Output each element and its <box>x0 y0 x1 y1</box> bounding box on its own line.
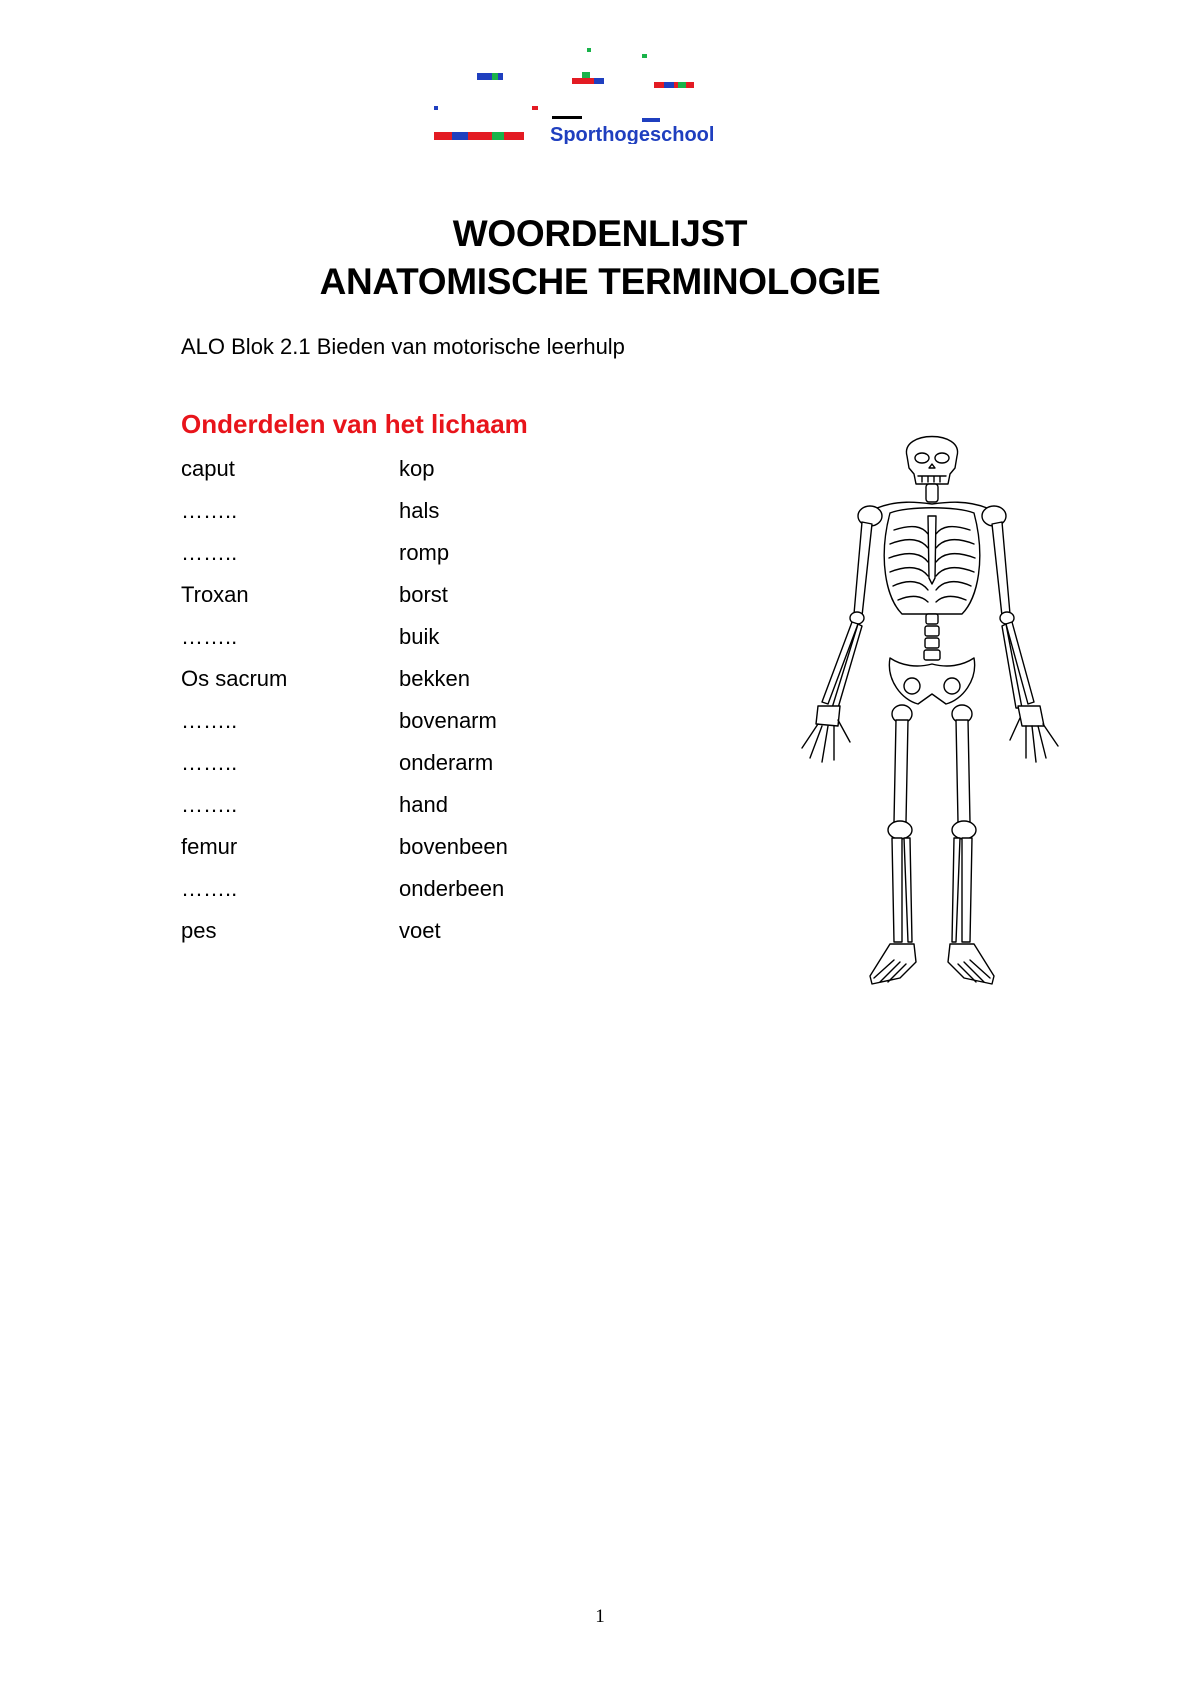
document-title-line-2: ANATOMISCHE TERMINOLOGIE <box>319 261 881 302</box>
term-row <box>181 876 508 918</box>
term-row <box>181 456 508 498</box>
dutch-term: onderbeen <box>399 876 505 901</box>
latin-term: …….. <box>181 624 238 649</box>
latin-term: Os sacrum <box>181 666 288 691</box>
terminology-table <box>181 456 508 960</box>
skeleton-illustration <box>782 418 1082 998</box>
latin-term: pes <box>181 918 217 943</box>
course-subtitle: ALO Blok 2.1 Bieden van motorische leerhulp <box>181 334 625 359</box>
latin-term: …….. <box>181 750 238 775</box>
latin-term: caput <box>181 456 235 481</box>
dutch-term: voet <box>399 918 441 943</box>
dutch-term: bovenarm <box>399 708 497 733</box>
page-number: 1 <box>595 1606 605 1627</box>
latin-term: …….. <box>181 792 238 817</box>
dutch-term: hand <box>399 792 448 817</box>
dutch-term: onderarm <box>399 750 494 775</box>
dutch-term: hals <box>399 498 440 523</box>
dutch-term: romp <box>399 540 450 565</box>
term-row <box>181 792 508 834</box>
term-row <box>181 918 508 960</box>
document-title-line-1: WOORDENLIJST <box>452 213 748 254</box>
latin-term: …….. <box>181 540 238 565</box>
term-row <box>181 708 508 750</box>
dutch-term: bovenbeen <box>399 834 508 859</box>
dutch-term: buik <box>399 624 440 649</box>
term-row <box>181 666 508 708</box>
latin-term: …….. <box>181 498 238 523</box>
latin-term: femur <box>181 834 238 859</box>
latin-term: Troxan <box>181 582 249 607</box>
term-row <box>181 540 508 582</box>
term-row <box>181 582 508 624</box>
logo-text: Sporthogeschool <box>550 124 715 144</box>
dutch-term: kop <box>399 456 435 481</box>
term-row <box>181 624 508 666</box>
dutch-term: borst <box>399 582 448 607</box>
dutch-term: bekken <box>399 666 470 691</box>
term-row <box>181 498 508 540</box>
term-row <box>181 834 508 876</box>
latin-term: …….. <box>181 708 238 733</box>
school-logo <box>432 48 752 144</box>
section-heading: Onderdelen van het lichaam <box>181 409 528 439</box>
term-row <box>181 750 508 792</box>
latin-term: …….. <box>181 876 238 901</box>
